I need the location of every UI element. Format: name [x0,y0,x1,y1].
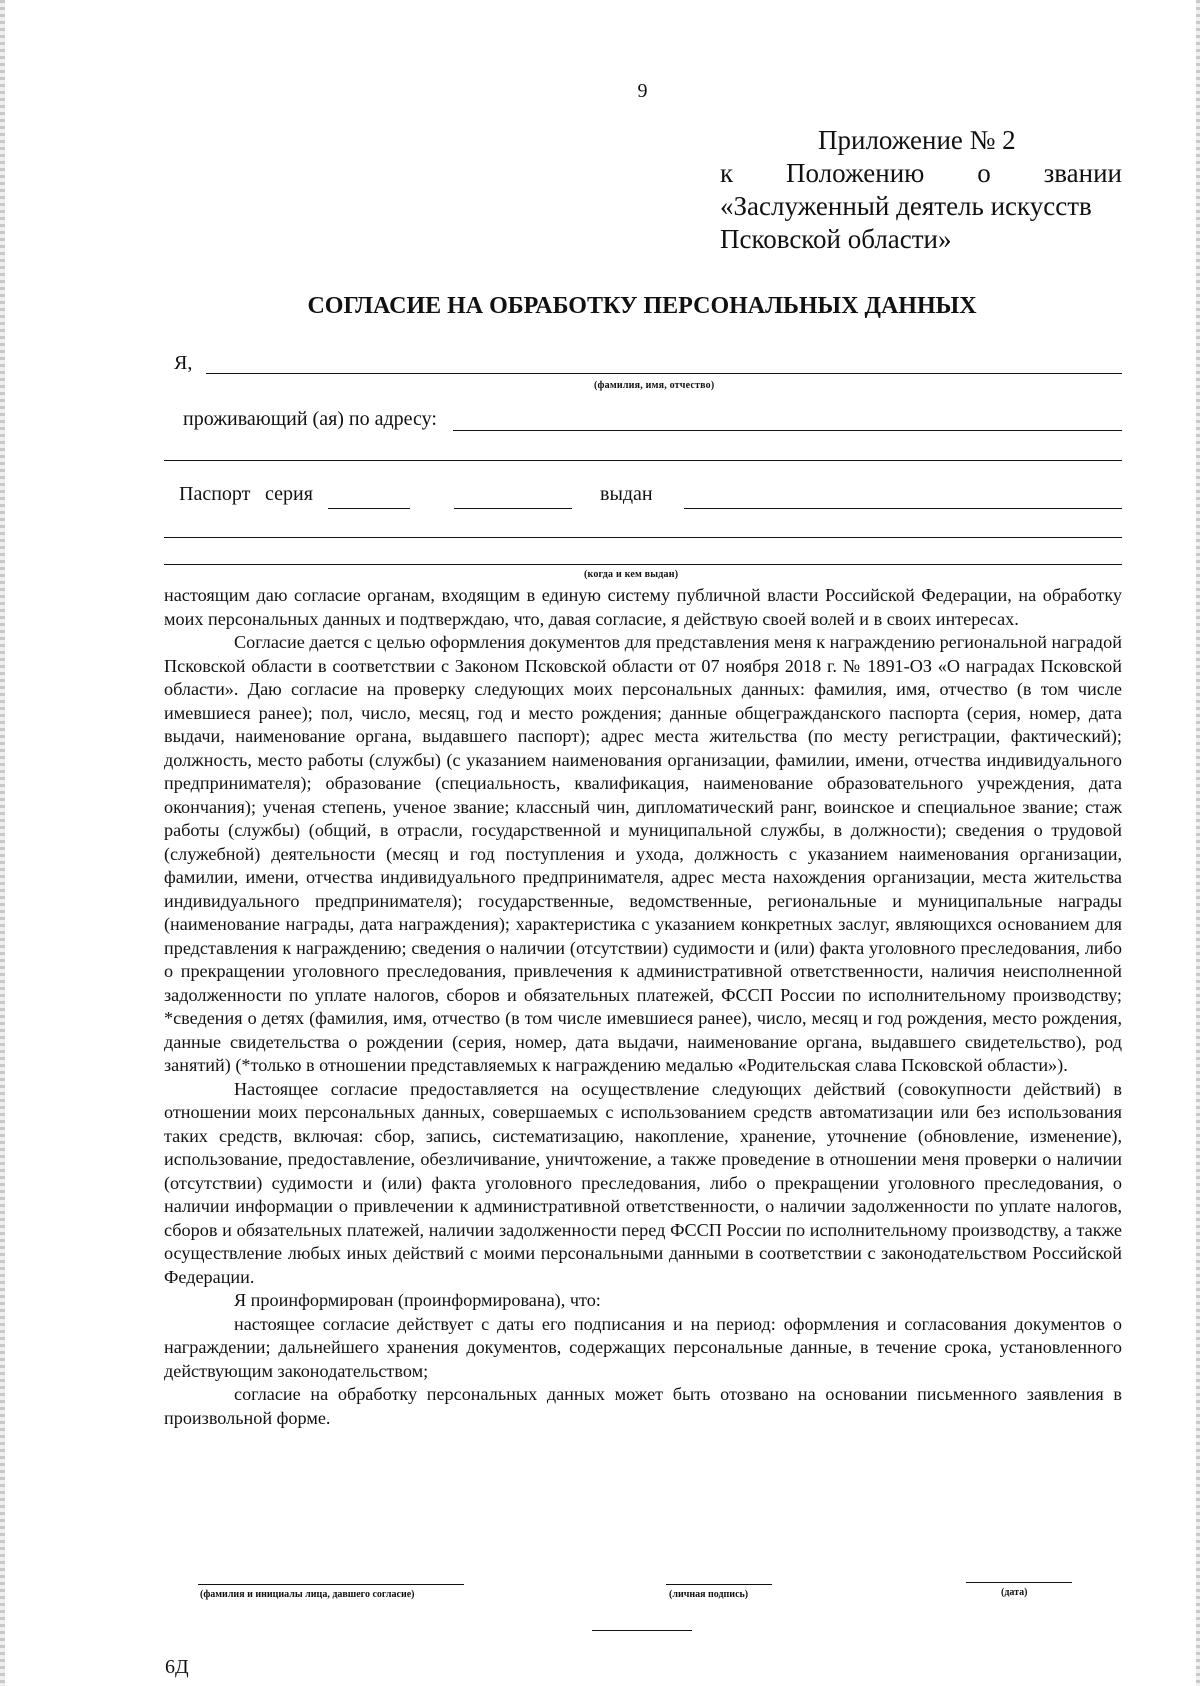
passport-series-line[interactable] [328,508,410,509]
issued-field-line[interactable] [684,508,1122,509]
page-number: 9 [637,80,648,102]
appendix-word: Положению [786,158,925,188]
issued-field-line-2[interactable] [164,537,1122,538]
paragraph-intro: настоящим даю согласие органам, входящим в единую систему публичной власти Российской Федерации, на обработку моих персональных данных и подтверждаю, что, давая согласие, я действую своей волей и в своих интересах. [164,585,1122,629]
appendix-line-3: «Заслуженный деятель искусств [720,191,1092,221]
issued-caption: (когда и кем выдан) [584,569,679,580]
address-field-line-2[interactable] [164,460,1122,461]
consent-body [164,584,1122,1430]
issued-label: выдан [600,483,653,505]
address-label: проживающий (ая) по адресу: [183,408,437,430]
date-line[interactable] [966,1582,1072,1583]
signer-name-caption: (фамилия и инициалы лица, давшего согласие) [200,1589,415,1600]
signature-caption: (личная подпись) [669,1589,749,1600]
separator-line [592,1630,692,1631]
scan-edge-left [0,0,5,1686]
appendix-word: к [720,158,734,188]
name-field-line[interactable] [206,373,1122,374]
i-label: Я, [174,352,193,374]
paragraph-validity: настоящее согласие действует с даты его подписания и на период: оформления и согласования документов о награждении; дальнейшего хранения документов, содержащих персональные данные, в течение срока, установленного действующим законодательством; [164,1313,1122,1381]
series-label: серия [265,483,313,505]
appendix-title: Приложение № 2 [818,125,1016,155]
name-caption: (фамилия, имя, отчество) [594,380,715,391]
scan-edge-right [1196,0,1200,1686]
address-field-line[interactable] [453,430,1122,431]
appendix-line-2 [720,157,1122,190]
appendix-word: звании [1043,158,1122,188]
signer-name-line[interactable] [198,1584,464,1585]
appendix-block [720,124,1122,256]
document-title: СОГЛАСИЕ НА ОБРАБОТКУ ПЕРСОНАЛЬНЫХ ДАННЫХ [307,293,977,319]
footer-code: 6Д [165,1656,189,1678]
paragraph-actions: Настоящее согласие предоставляется на осуществление следующих действий (совокупности действий) в отношении моих персональных данных, совершаемых с использованием средств автоматизации или без использования таких средств, включая: сбор, запись, систематизацию, накопление, хранение, уточнение (обновление, изменение), использование, предоставление, обезличивание, уничтожение, а также проведение в отношении меня проверки о наличии (отсутствии) судимости и (или) факта уголовного преследования, либо о прекращении уголовного преследования, о наличии информации о привлечении к административной ответственности, о наличии задолженности по уплате налогов, сборов и обязательных платежей, наличии задолженности перед ФССП России по исполнительному производству, а также осуществление любых иных действий с моими персональными данными в соответствии с законодательством Российской Федерации. [164,1078,1122,1287]
paragraph-informed: Я проинформирован (проинформирована), что: [234,1290,601,1310]
paragraph-revocation: согласие на обработку персональных данных может быть отозвано на основании письменного заявления в произвольной форме. [164,1384,1122,1428]
passport-label: Паспорт [179,483,251,505]
appendix-line-4: Псковской области» [720,224,952,254]
paragraph-purpose: Согласие дается с целью оформления документов для представления меня к награждению региональной наградой Псковской области в соответствии с Законом Псковской области от 07 ноября 2018 г. № 1891-ОЗ «О наградах Псковской области». Даю согласие на проверку следующих моих персональных данных: фамилия, имя, отчество (в том числе имевшиеся ранее); пол, число, месяц, год и место рождения; данные общегражданского паспорта (серия, номер, дата выдачи, наименование органа, выдавшего паспорт); адрес места жительства (по месту регистрации, фактический); должность, место работы (службы) (с указанием наименования организации, фамилии, имени, отчества индивидуального предпринимателя); образование (специальность, квалификация, наименование образовательного учреждения, дата окончания); ученая степень, ученое звание; классный чин, дипломатический ранг, воинское и специальное звание; стаж работы (службы) (общий, в отрасли, государственной и муниципальной службы, в должности); сведения о трудовой (служебной) деятельности (месяц и год поступления и ухода, должность с указанием наименования организации, фамилии, имени, отчества индивидуального предпринимателя, адрес места нахождения организации, места жительства индивидуального предпринимателя); государственные, ведомственные, региональные и муниципальные награды (наименование награды, дата награждения); характеристика с указанием конкретных заслуг, являющихся основанием для представления к награждению; сведения о наличии (отсутствии) судимости и (или) факта уголовного преследования, либо о прекращении уголовного преследования, привлечения к административной ответственности, наличия неисполненной задолженности по уплате налогов, сборов и обязательных платежей, ФССП России по исполнительному производству; *сведения о детях (фамилия, имя, отчество (в том числе имевшиеся ранее), число, месяц и год рождения, место рождения, данные свидетельства о рождении (серия, номер, дата выдачи, наименование органа, выдавшего свидетельство), род занятий) (*только в отношении представляемых к награждению медалью «Родительская слава Псковской области»). [164,632,1122,1075]
appendix-word: о [977,158,991,188]
date-caption: (дата) [1001,1587,1028,1598]
signature-line[interactable] [666,1584,772,1585]
passport-number-line[interactable] [454,508,572,509]
issued-field-line-3[interactable] [164,564,1122,565]
